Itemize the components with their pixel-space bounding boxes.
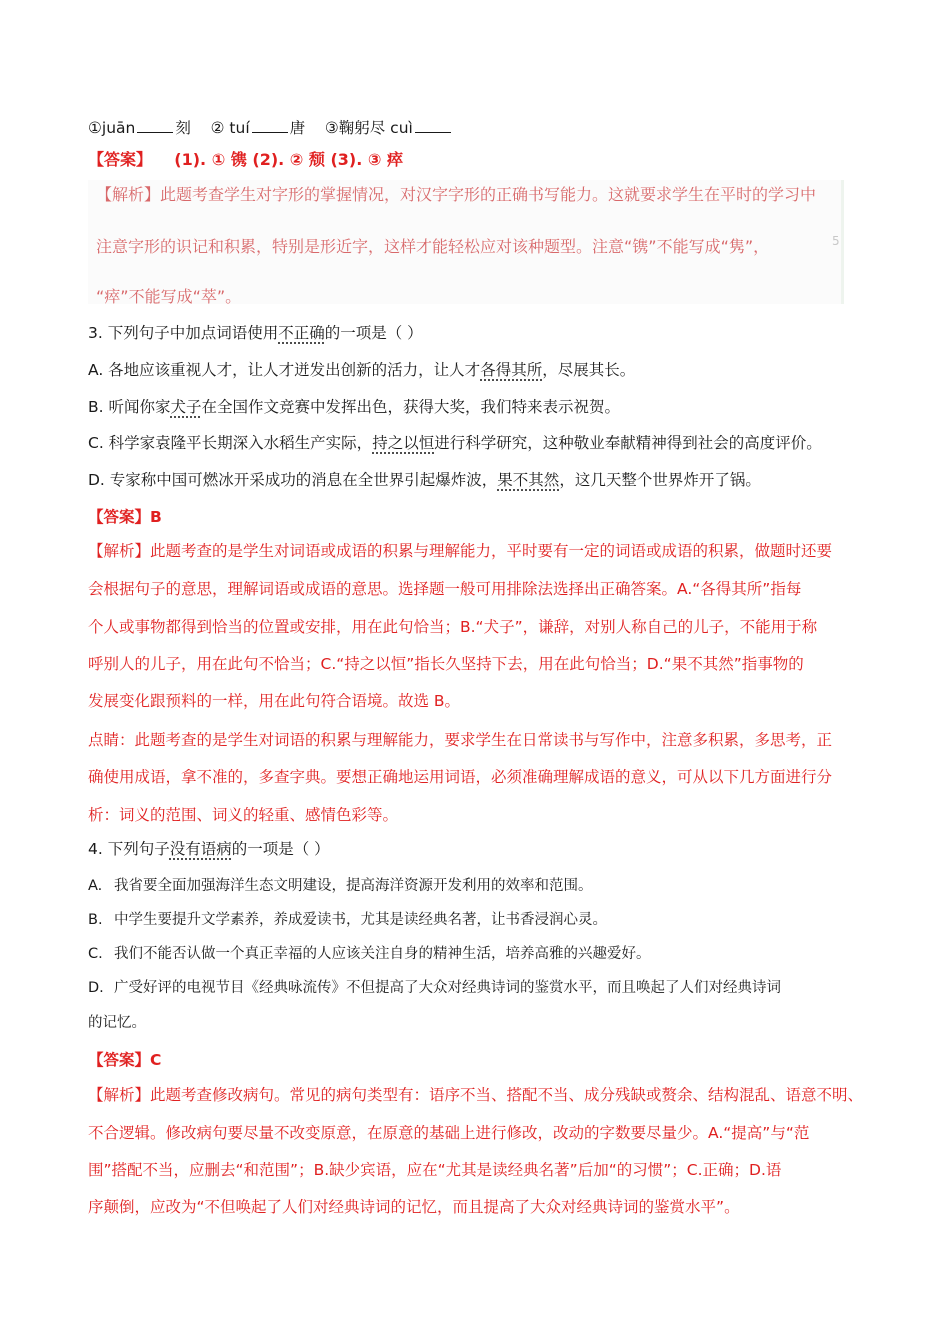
q4-analysis-line: 不合逻辑。修改病句要尽量不改变原意，在原意的基础上进行修改，改动的字数要尽量少。A.“提高”与“范 xyxy=(88,1124,810,1142)
q3-option-d xyxy=(88,469,866,491)
q3-answer: 【答案】B xyxy=(88,508,162,526)
q2-analysis-edge-mark: 5 xyxy=(832,234,840,248)
q2-answer-text: (1). ① 镌 (2). ② 颓 (3). ③ 瘁 xyxy=(174,150,404,169)
q4-stem xyxy=(88,838,866,860)
q2-blank1 xyxy=(137,118,173,133)
q3-c-dot-word: 持之以恒 xyxy=(372,434,435,452)
q2-item2-char: 唐 xyxy=(289,119,306,137)
q3-stem xyxy=(88,322,866,344)
analysis-box-edge xyxy=(841,180,844,304)
q2-item1: ①juān xyxy=(88,119,136,137)
q3-option-a xyxy=(88,359,866,381)
q2-fill-blanks xyxy=(88,117,866,139)
q3-analysis-line: 【解析】此题考查的是学生对词语或成语的积累与理解能力，平时要有一定的词语或成语的积累，做题时还要 xyxy=(88,542,833,560)
q3-stem-dotted xyxy=(278,324,325,342)
q4-option-text: 中学生要提升文学素养，养成爱读书，尤其是读经典名著，让书香浸润心灵。 xyxy=(114,912,607,928)
q3-analysis-line: 呼别人的儿子，用在此句不恰当；C.“持之以恒”指长久坚持下去，用在此句恰当；D.“果不其然”指事物的 xyxy=(88,655,804,673)
q4-option-label: C. xyxy=(88,946,103,962)
q2-analysis-box xyxy=(88,180,844,304)
q3-a-pre: A. 各地应该重视人才，让人才迸发出创新的活力，让人才 xyxy=(88,361,481,379)
q2-analysis-line2 xyxy=(96,234,769,257)
q3-stem-post: 的一项是（ ） xyxy=(324,324,423,342)
q4-stem-dot-word: 没有语病 xyxy=(169,840,232,858)
q2-analysis-line3: “瘁”不能写成“萃”。 xyxy=(96,287,242,306)
q4-option-c xyxy=(88,943,866,965)
q2-answer-label: 【答案】 xyxy=(88,150,153,169)
q3-tip-line: 析：词义的范围、词义的轻重、感情色彩等。 xyxy=(88,806,399,824)
q4-option-text: 我省要全面加强海洋生态文明建设，提高海洋资源开发利用的效率和范围。 xyxy=(114,878,593,894)
q3-b-post: 在全国作文竞赛中发挥出色，获得大奖，我们特来表示祝贺。 xyxy=(201,398,621,416)
q3-d-pre: D. 专家称中国可燃冰开采成功的消息在全世界引起爆炸波， xyxy=(88,471,498,489)
q3-b-dot-word: 犬子 xyxy=(170,398,202,416)
q3-d-post: ，这几天整个世界炸开了锅。 xyxy=(559,471,761,489)
q4-option-b xyxy=(88,909,866,931)
q2-item1-char: 刻 xyxy=(175,119,191,137)
q3-a-dot-word: 各得其所 xyxy=(480,361,543,379)
q3-tip-line: 点睛：此题考查的是学生对词语的积累与理解能力，要求学生在日常读书与写作中，注意多积累，多思考，正 xyxy=(88,731,833,749)
q4-option-d xyxy=(88,977,866,999)
q4-option-text: 广受好评的电视节目《经典咏流传》不但提高了大众对经典诗词的鉴赏水平，而且唤起了人们对经典诗词 xyxy=(114,980,781,996)
q3-stem-pre: 3. 下列句子中加点词语使用 xyxy=(88,324,279,342)
q3-analysis-line: 个人或事物都得到恰当的位置或安排，用在此句恰当；B.“犬子”，谦辞，对别人称自己的儿子，不能用于称 xyxy=(88,618,818,636)
q2-item2: ② tuí xyxy=(210,119,250,137)
q3-option-c xyxy=(88,432,866,454)
q3-tip-line: 确使用成语，拿不准的，多查字典。要想正确地运用词语，必须准确理解成语的意义，可从以下几方面进行分 xyxy=(88,768,833,786)
q4-option-label: D. xyxy=(88,980,104,996)
q3-stem-dot-word: 不正确 xyxy=(278,324,325,342)
q2-answer xyxy=(88,149,866,171)
q4-option-d-cont: 的记忆。 xyxy=(88,1015,146,1031)
q3-c-post: 进行科学研究，这种敬业奉献精神得到社会的高度评价。 xyxy=(434,434,822,452)
q4-analysis-line: 围”搭配不当，应删去“和范围”；B.缺少宾语，应在“尤其是读经典名著”后加“的习惯”；C.正确；D.语 xyxy=(88,1161,782,1179)
q3-b-pre: B. 听闻你家 xyxy=(88,398,171,416)
q2-analysis-line2-text: 注意字形的识记和积累，特别是形近字，这样才能轻松应对该种题型。注意“镌”不能写成“隽”， xyxy=(96,237,770,256)
q4-option-a xyxy=(88,875,866,897)
q4-stem-pre: 4. 下列句子 xyxy=(88,840,170,858)
q3-option-b xyxy=(88,396,866,418)
q4-answer: 【答案】C xyxy=(88,1051,162,1069)
q3-analysis-line: 会根据句子的意思，理解词语或成语的意思。选择题一般可用排除法选择出正确答案。A.“各得其所”指每 xyxy=(88,580,802,598)
q4-analysis-line: 序颠倒，应改为“不但唤起了人们对经典诗词的记忆，而且提高了大众对经典诗词的鉴赏水平”。 xyxy=(88,1198,740,1216)
q4-option-label: A. xyxy=(88,878,103,894)
q3-a-post: ，尽展其长。 xyxy=(542,361,636,379)
q4-stem-post: 的一项是（ ） xyxy=(231,840,330,858)
q2-blank2 xyxy=(252,118,288,133)
q2-analysis-line1: 【解析】此题考查学生对字形的掌握情况，对汉字字形的正确书写能力。这就要求学生在平时的学习中 xyxy=(96,185,817,204)
q4-option-label: B. xyxy=(88,912,103,928)
q4-option-text: 我们不能否认做一个真正幸福的人应该关注自身的精神生活，培养高雅的兴趣爱好。 xyxy=(114,946,651,962)
q3-d-dot-word: 果不其然 xyxy=(497,471,560,489)
q2-blank3 xyxy=(415,118,451,133)
q3-analysis-line: 发展变化跟预料的一样，用在此句符合语境。故选 B。 xyxy=(88,692,461,710)
q2-item3: ③鞠躬尽 cuì xyxy=(324,119,413,137)
q3-c-pre: C. 科学家袁隆平长期深入水稻生产实际， xyxy=(88,434,373,452)
q4-analysis-line: 【解析】此题考查修改病句。常见的病句类型有：语序不当、搭配不当、成分残缺或赘余、结构混乱、语意不明、 xyxy=(88,1086,864,1104)
